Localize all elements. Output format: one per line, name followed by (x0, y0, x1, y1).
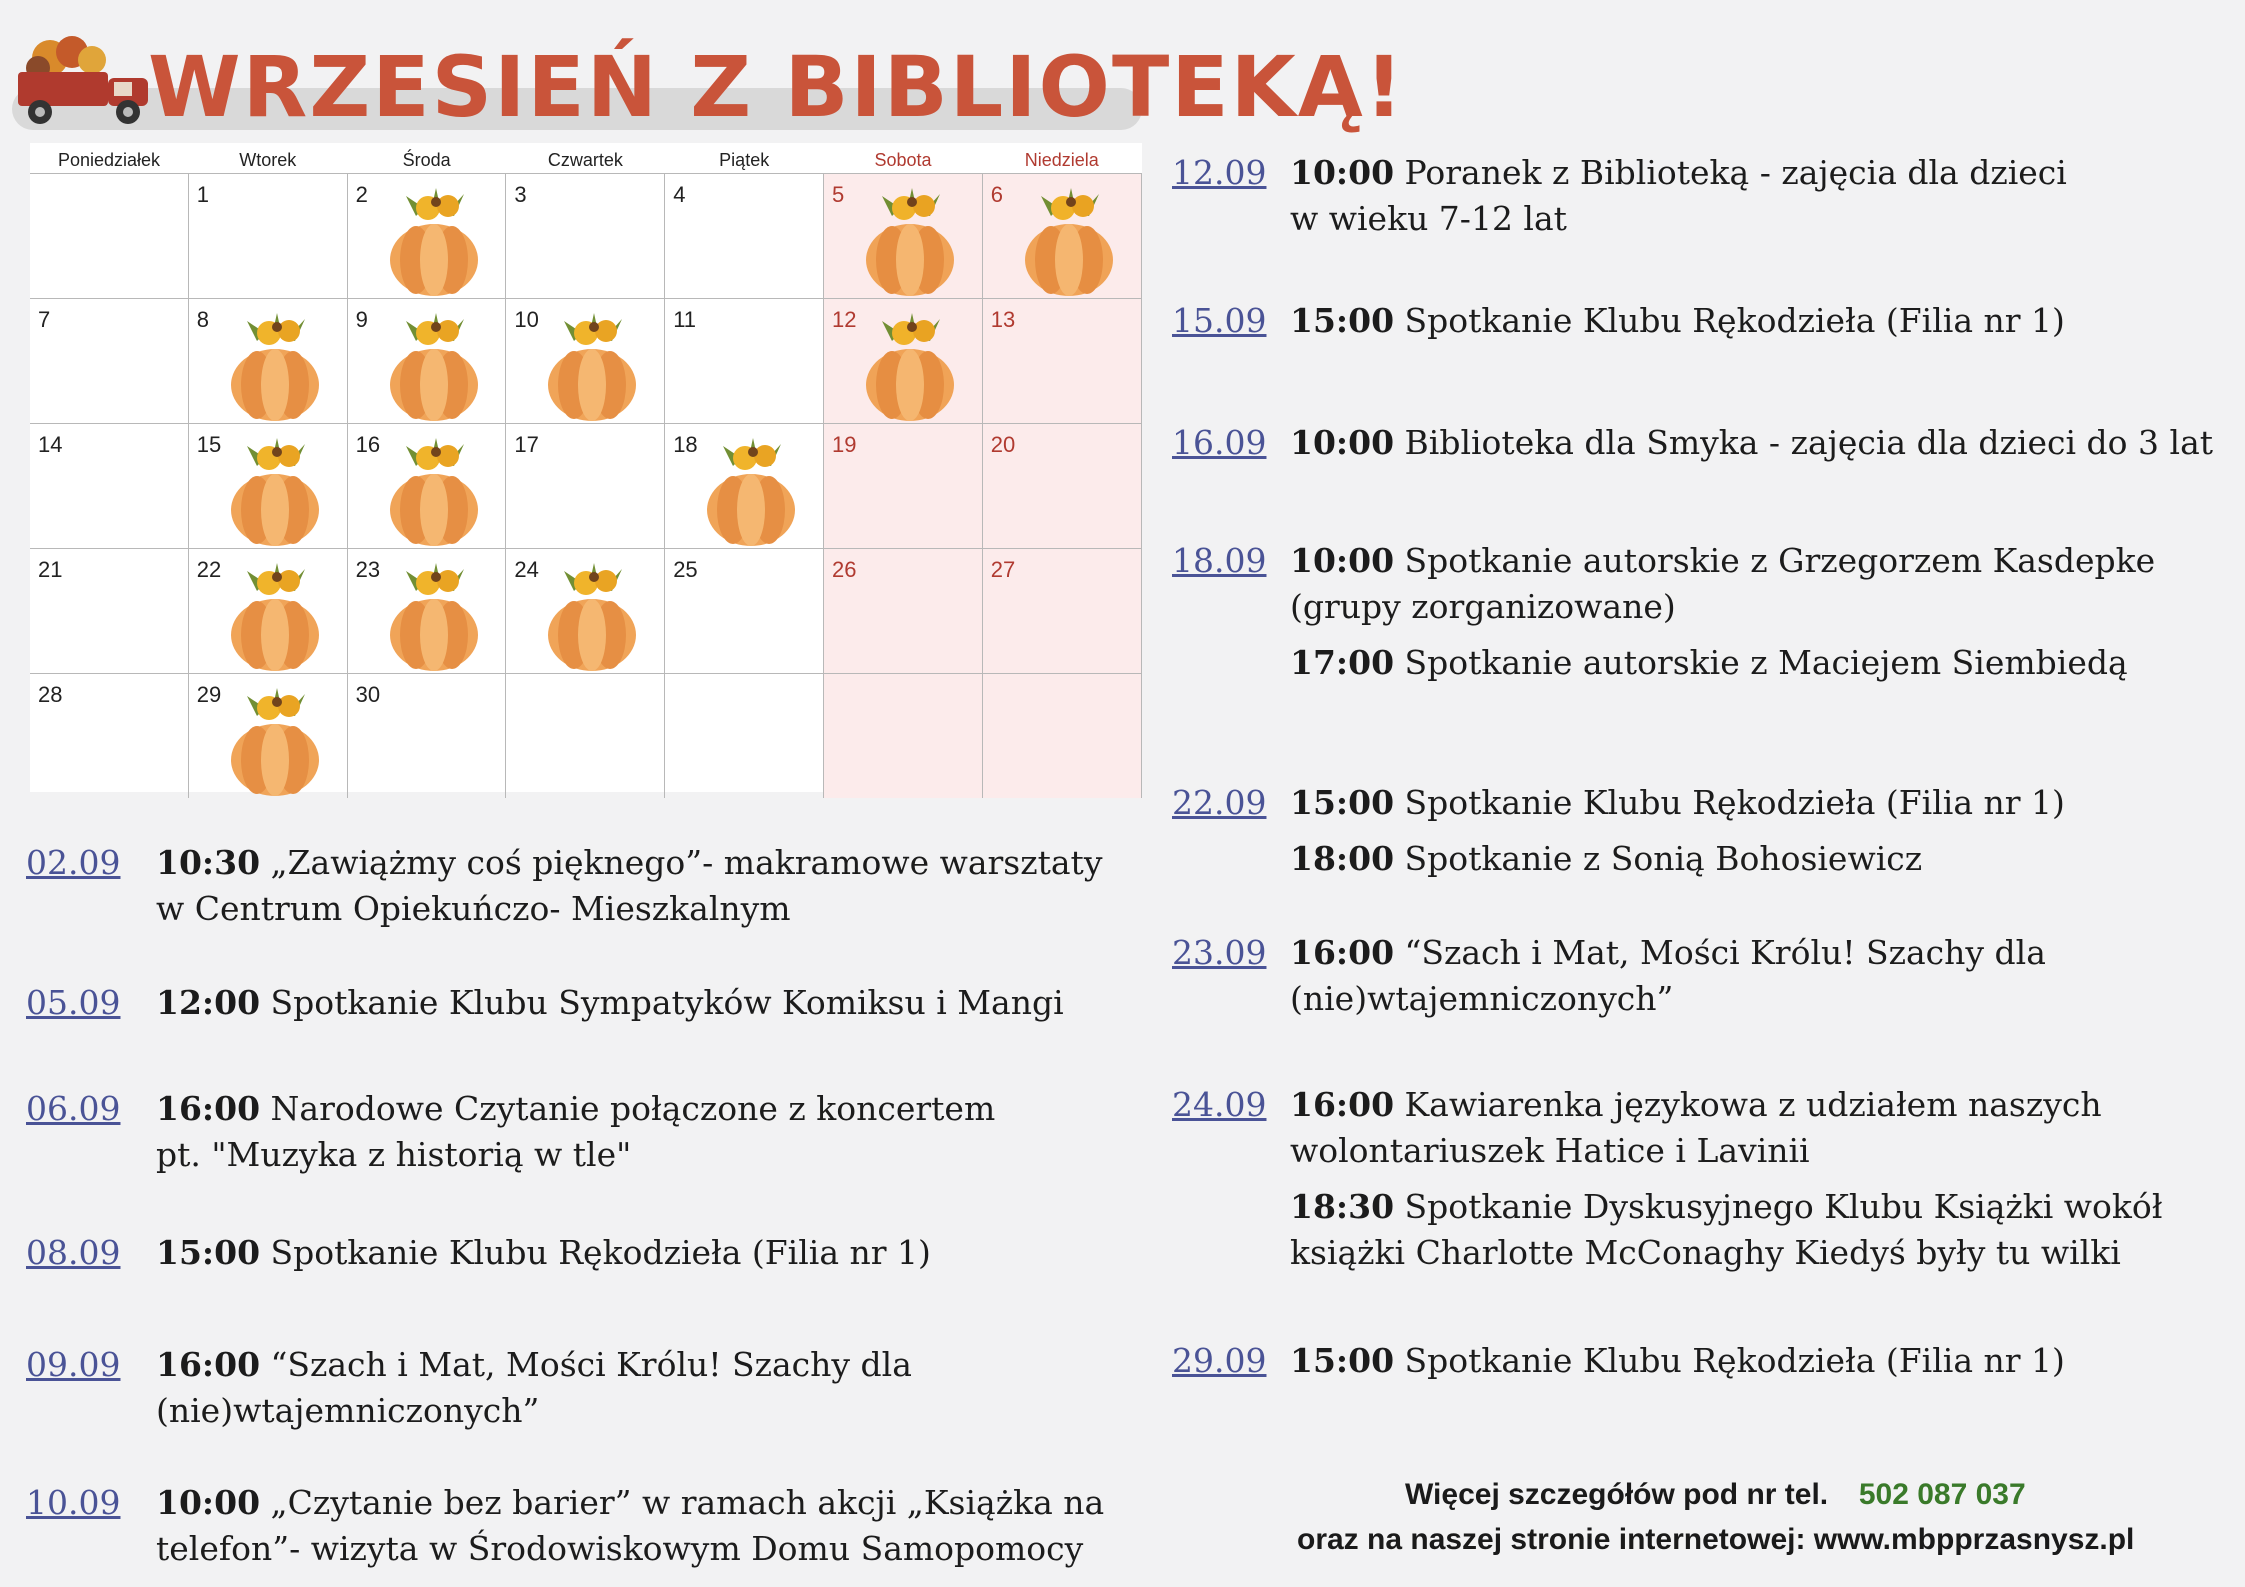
calendar-day-8[interactable] (189, 298, 348, 423)
event-text: (grupy zorganizowane) (1290, 587, 1676, 626)
calendar-day-18[interactable] (665, 423, 824, 548)
day-number: 18 (673, 432, 698, 457)
event-line (156, 1388, 539, 1434)
day-number: 8 (196, 307, 210, 332)
calendar-day-21[interactable] (30, 548, 189, 673)
event-date-link[interactable]: 18.09 (1172, 541, 1267, 580)
event-time: 16:00 (156, 1345, 261, 1384)
event-line (156, 980, 1064, 1026)
calendar-day-17[interactable] (506, 423, 665, 548)
day-number: 26 (832, 557, 857, 582)
calendar-day-26[interactable] (824, 548, 983, 673)
footer-contact (1405, 1478, 2026, 1512)
event-date-link[interactable]: 05.09 (26, 983, 121, 1022)
event-line (156, 840, 1102, 886)
event-text: Kawiarenka językowa z udziałem naszych (1394, 1085, 2102, 1124)
pumpkin-icon (376, 436, 494, 548)
pumpkin-icon (217, 436, 335, 548)
event-line (156, 1132, 631, 1178)
pumpkin-icon (376, 561, 494, 673)
calendar-day-1[interactable] (189, 173, 348, 298)
weekday-header: Poniedziałek (57, 150, 161, 170)
event-date-link[interactable]: 09.09 (26, 1345, 121, 1384)
event-date-link[interactable]: 16.09 (1172, 423, 1267, 462)
calendar-day-29[interactable] (189, 673, 348, 798)
day-number: 20 (990, 432, 1016, 457)
event-text: Spotkanie Klubu Rękodzieła (Filia nr 1) (1394, 783, 2065, 822)
day-number: 17 (514, 432, 539, 457)
event-text: (nie)wtajemniczonych” (156, 1391, 540, 1430)
calendar-day-25[interactable] (665, 548, 824, 673)
event-date-link[interactable]: 08.09 (26, 1233, 121, 1272)
event-text: pt. "Muzyka z historią w tle" (156, 1135, 632, 1174)
day-number: 2 (355, 182, 368, 207)
event-line (156, 1230, 931, 1276)
day-number: 13 (990, 307, 1016, 332)
event-date-link[interactable]: 29.09 (1172, 1341, 1267, 1380)
day-number: 30 (355, 682, 381, 707)
event-line (1290, 1338, 2065, 1384)
event-line (1290, 538, 2155, 584)
calendar-empty-cell (824, 673, 983, 798)
truck-icon (10, 28, 160, 138)
event-text: Spotkanie Klubu Rękodzieła (Filia nr 1) (1394, 301, 2065, 340)
page-title: WRZESIEŃ Z BIBLIOTEKĄ! (148, 38, 1406, 136)
event-date-link[interactable]: 02.09 (26, 843, 121, 882)
day-number: 19 (832, 432, 857, 457)
calendar-day-23[interactable] (348, 548, 507, 673)
event-line (1290, 780, 2065, 826)
pumpkin-icon (217, 311, 335, 423)
event-line (1290, 1230, 2121, 1276)
calendar-day-7[interactable] (30, 298, 189, 423)
event-text: Spotkanie z Sonią Bohosiewicz (1394, 839, 1923, 878)
day-number: 28 (38, 682, 63, 707)
pumpkin-icon (534, 311, 652, 423)
weekday-header: Piątek (719, 150, 770, 170)
event-date-link[interactable]: 22.09 (1172, 783, 1267, 822)
day-number: 21 (38, 557, 63, 582)
event-text: (nie)wtajemniczonych” (1290, 979, 1674, 1018)
event-text: “Szach i Mat, Mości Królu! Szachy dla (1394, 933, 2046, 972)
day-number: 22 (196, 557, 222, 582)
event-time: 10:00 (1290, 153, 1395, 192)
event-date-link[interactable]: 15.09 (1172, 301, 1267, 340)
day-number: 16 (355, 432, 381, 457)
event-date-link[interactable]: 06.09 (26, 1089, 121, 1128)
event-text: Spotkanie Klubu Rękodzieła (Filia nr 1) (1394, 1341, 2065, 1380)
calendar-day-2[interactable] (348, 173, 507, 298)
event-time: 16:00 (156, 1089, 261, 1128)
event-line (1290, 150, 2067, 196)
pumpkin-icon (534, 561, 652, 673)
calendar-day-3[interactable] (506, 173, 665, 298)
day-number: 29 (196, 682, 222, 707)
event-text: Narodowe Czytanie połączone z koncertem (260, 1089, 996, 1128)
calendar-day-28[interactable] (30, 673, 189, 798)
event-line (156, 1526, 1083, 1572)
event-time: 18:00 (1290, 839, 1395, 878)
event-line (156, 1086, 995, 1132)
event-date-link[interactable]: 12.09 (1172, 153, 1267, 192)
event-line (1290, 420, 2213, 466)
weekday-header: Środa (402, 150, 451, 170)
footer-line1: Więcej szczegółów pod nr tel. (1405, 1478, 1829, 1511)
event-text: “Szach i Mat, Mości Królu! Szachy dla (260, 1345, 912, 1384)
event-text: Spotkanie Klubu Sympatyków Komiksu i Mangi (260, 983, 1064, 1022)
calendar-day-24[interactable] (506, 548, 665, 673)
event-text: Biblioteka dla Smyka - zajęcia dla dzieci do 3 lat (1394, 423, 2214, 462)
event-line (1290, 1184, 2163, 1230)
event-text: Spotkanie autorskie z Maciejem Siembiedą (1394, 643, 2128, 682)
event-time: 10:00 (156, 1483, 261, 1522)
day-number: 7 (38, 307, 51, 332)
event-time: 12:00 (156, 983, 261, 1022)
day-number: 1 (196, 182, 210, 207)
weekday-header: Wtorek (239, 150, 297, 170)
calendar-day-5[interactable] (824, 173, 983, 298)
day-number: 11 (673, 307, 697, 332)
calendar-day-16[interactable] (348, 423, 507, 548)
event-text: Spotkanie Klubu Rękodzieła (Filia nr 1) (260, 1233, 931, 1272)
calendar (30, 143, 1142, 792)
calendar-day-11[interactable] (665, 298, 824, 423)
weekday-header: Sobota (874, 150, 932, 170)
pumpkin-icon (217, 686, 335, 798)
event-text: w wieku 7-12 lat (1290, 199, 1567, 238)
event-time: 18:30 (1290, 1187, 1395, 1226)
pumpkin-icon (217, 561, 335, 673)
day-number: 25 (673, 557, 698, 582)
day-number: 3 (514, 182, 527, 207)
event-date-link[interactable]: 10.09 (26, 1483, 121, 1522)
event-text: Poranek z Biblioteką - zajęcia dla dzieci (1394, 153, 2067, 192)
day-number: 12 (832, 307, 857, 332)
event-line (156, 1480, 1104, 1526)
event-text: Spotkanie Dyskusyjnego Klubu Książki wokół (1394, 1187, 2163, 1226)
event-time: 10:00 (1290, 423, 1395, 462)
event-date-link[interactable]: 23.09 (1172, 933, 1267, 972)
footer-website[interactable]: oraz na naszej stronie internetowej: www.mbpprzasnysz.pl (1297, 1523, 2135, 1556)
day-number: 10 (514, 307, 539, 332)
event-text: w Centrum Opiekuńczo- Mieszkalnym (156, 889, 791, 928)
event-text: telefon”- wizyta w Środowiskowym Domu Samopomocy (156, 1529, 1084, 1568)
event-line (156, 886, 791, 932)
event-line (156, 1342, 912, 1388)
event-line (1290, 836, 1922, 882)
pumpkin-icon (376, 186, 494, 298)
event-time: 10:30 (156, 843, 261, 882)
day-number: 4 (673, 182, 686, 207)
event-line (1290, 930, 2046, 976)
calendar-day-10[interactable] (506, 298, 665, 423)
weekday-header: Niedziela (1024, 150, 1099, 170)
calendar-day-6[interactable] (983, 173, 1142, 298)
calendar-day-30[interactable] (348, 673, 507, 798)
calendar-empty-cell (665, 673, 824, 798)
day-number: 23 (355, 557, 381, 582)
event-text: wolontariuszek Hatice i Lavinii (1290, 1131, 1810, 1170)
calendar-day-13[interactable] (983, 298, 1142, 423)
event-time: 15:00 (1290, 1341, 1395, 1380)
event-line (1290, 1082, 2102, 1128)
day-number: 24 (514, 557, 539, 582)
weekday-header: Czwartek (547, 150, 623, 170)
event-time: 10:00 (1290, 541, 1395, 580)
event-line (1290, 1128, 1810, 1174)
footer-phone[interactable]: 502 087 037 (1858, 1478, 2026, 1511)
day-number: 27 (990, 557, 1016, 582)
calendar-day-20[interactable] (983, 423, 1142, 548)
calendar-day-9[interactable] (348, 298, 507, 423)
day-number: 15 (196, 432, 222, 457)
event-line (1290, 976, 1673, 1022)
pumpkin-icon (693, 436, 811, 548)
event-text: Spotkanie autorskie z Grzegorzem Kasdepke (1394, 541, 2156, 580)
event-time: 15:00 (156, 1233, 261, 1272)
event-line (1290, 640, 2128, 686)
event-text: „Zawiążmy coś pięknego”- makramowe warsztaty (260, 843, 1103, 882)
calendar-empty-cell (983, 673, 1142, 798)
day-number: 6 (990, 182, 1004, 207)
day-number: 14 (38, 432, 63, 457)
event-line (1290, 298, 2065, 344)
event-line (1290, 584, 1676, 630)
event-time: 16:00 (1290, 933, 1395, 972)
pumpkin-icon (1011, 186, 1129, 298)
calendar-day-22[interactable] (189, 548, 348, 673)
calendar-empty-cell (506, 673, 665, 798)
calendar-day-14[interactable] (30, 423, 189, 548)
event-text: „Czytanie bez barier” w ramach akcji „Książka na (260, 1483, 1105, 1522)
calendar-day-27[interactable] (983, 548, 1142, 673)
event-line (1290, 196, 1567, 242)
calendar-day-15[interactable] (189, 423, 348, 548)
day-number: 5 (832, 182, 845, 207)
calendar-day-12[interactable] (824, 298, 983, 423)
event-time: 15:00 (1290, 301, 1395, 340)
pumpkin-icon (376, 311, 494, 423)
event-text: książki Charlotte McConaghy Kiedyś były tu wilki (1290, 1233, 2121, 1272)
pumpkin-icon (852, 186, 970, 298)
calendar-day-4[interactable] (665, 173, 824, 298)
day-number: 9 (355, 307, 368, 332)
calendar-empty-cell (30, 173, 189, 298)
event-time: 16:00 (1290, 1085, 1395, 1124)
event-time: 15:00 (1290, 783, 1395, 822)
pumpkin-icon (852, 311, 970, 423)
calendar-day-19[interactable] (824, 423, 983, 548)
event-date-link[interactable]: 24.09 (1172, 1085, 1267, 1124)
event-time: 17:00 (1290, 643, 1395, 682)
